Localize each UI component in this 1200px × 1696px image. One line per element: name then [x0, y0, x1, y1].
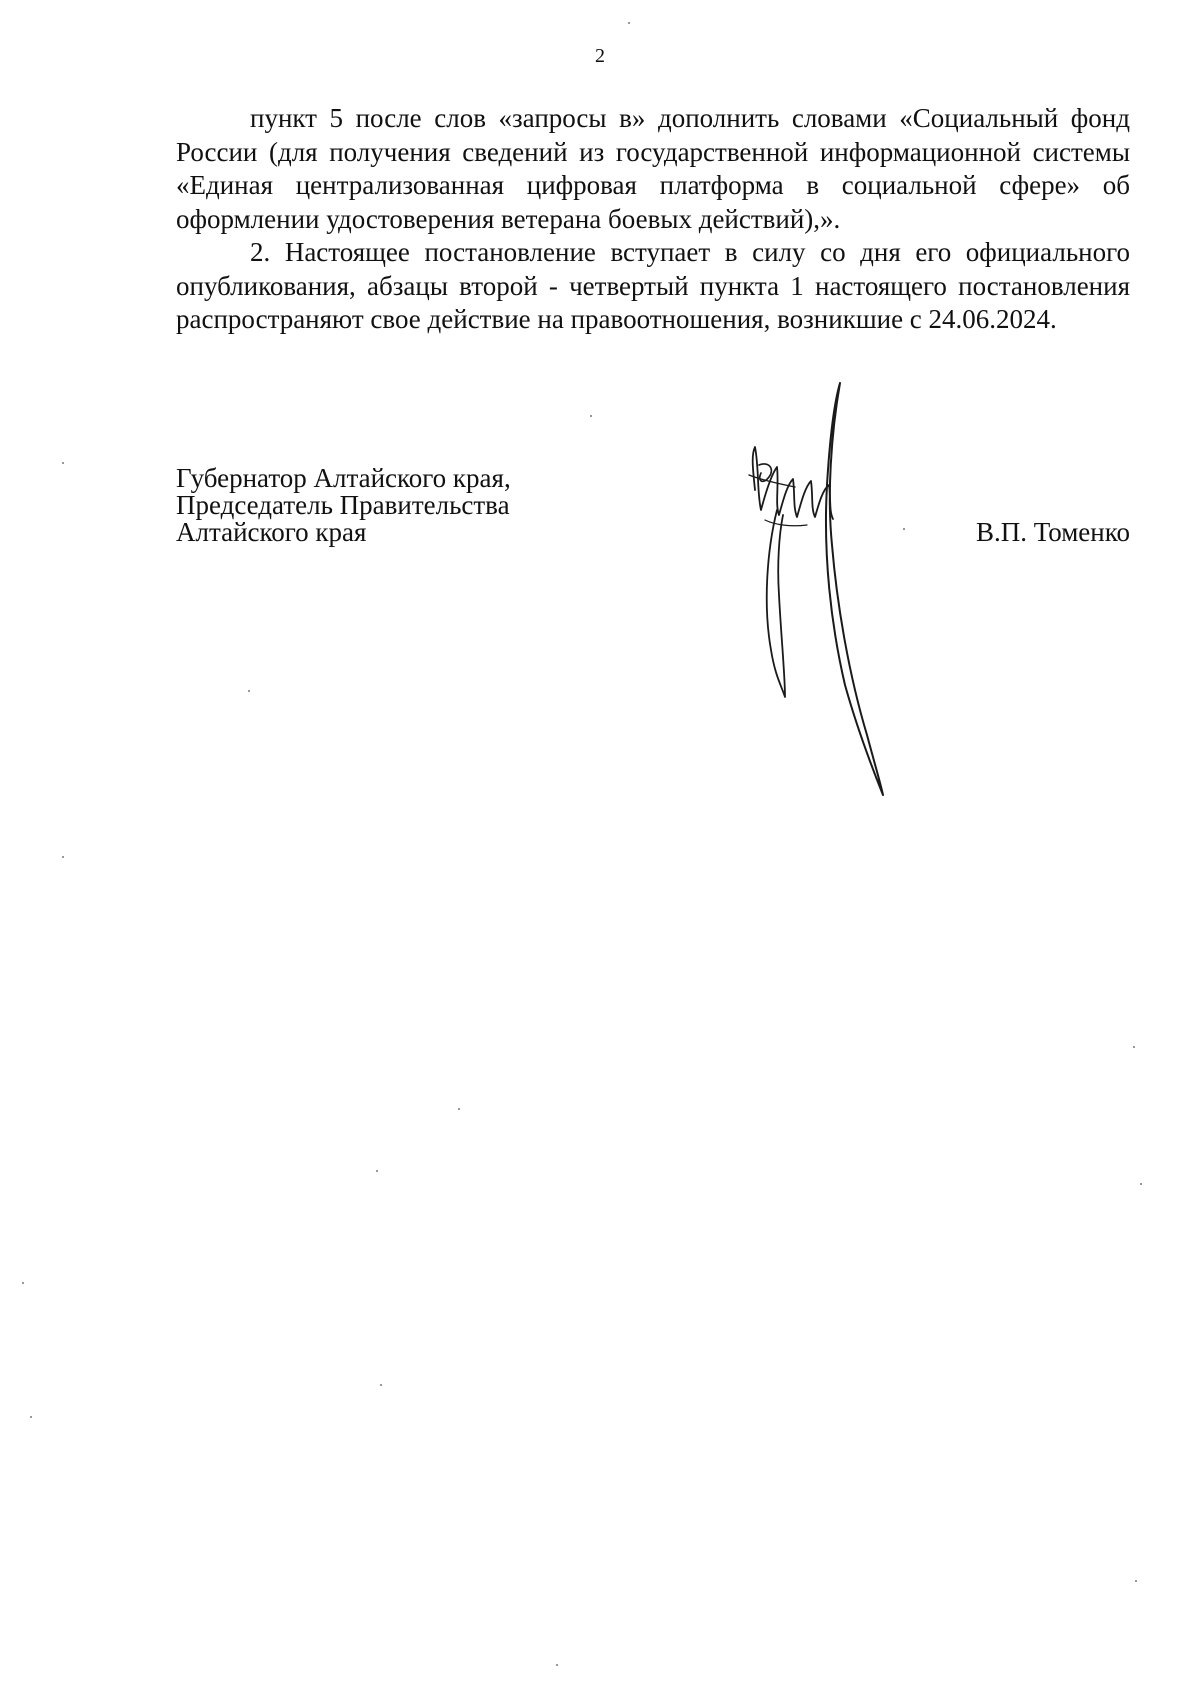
page-number: 2 — [595, 45, 605, 67]
signatory-title-line: Председатель Правительства — [176, 490, 510, 520]
effective-date-paragraph: 2. Настоящее постановление вступает в силу со дня его официального опубликования, абзацы второй - четвертый пункта 1 настоящего постановления распространяют свое действие на правоотношения, возникшие с 24.06.2024. — [176, 237, 1130, 334]
handwritten-signature — [735, 375, 915, 800]
signatory-title — [176, 465, 596, 546]
document-body — [176, 102, 1130, 337]
amendment-paragraph: пункт 5 после слов «запросы в» дополнить словами «Социальный фонд России (для получения сведений из государственной информационной системы «Единая централизованная цифровая платформа в социальной сфере» об оформлении удостоверения ветерана боевых действий),». — [176, 103, 1130, 234]
signatory-title-line: Алтайского края — [176, 517, 367, 547]
signatory-title-line: Губернатор Алтайского края, — [176, 463, 511, 493]
signatory-name: В.П. Томенко — [976, 517, 1130, 547]
